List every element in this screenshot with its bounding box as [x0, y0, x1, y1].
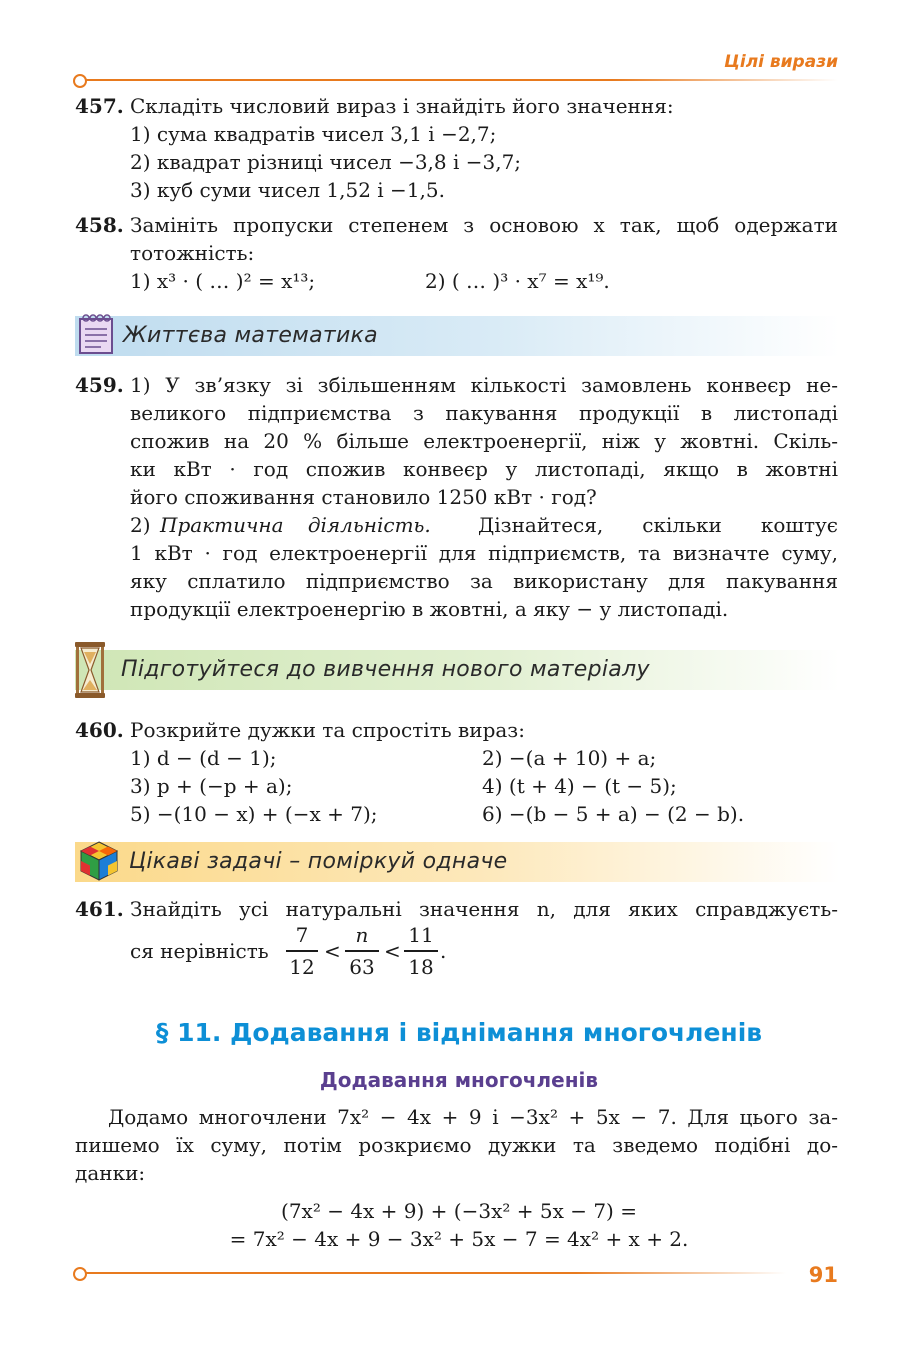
- fraction-denominator: 63: [349, 954, 375, 979]
- problem-459-line: ки кВт · год спожив конвеєр у листопаді, якщо в жовтні: [130, 457, 838, 481]
- section-subtitle: Додавання многочленів: [319, 1068, 599, 1092]
- problem-461-prefix: ся нерівність: [130, 939, 269, 963]
- problem-460-item: 1) d − (d − 1);: [130, 746, 277, 770]
- less-than-sign: <: [324, 939, 341, 963]
- problem-459-line: яку сплатило підприємство за використану для пакування: [130, 569, 838, 593]
- problem-459-line: спожив на 20 % більше електроенергії, ніж у жовтні. Скіль-: [130, 429, 838, 453]
- problem-458-line: тотожність:: [130, 241, 255, 265]
- footer-rule: [86, 1272, 786, 1274]
- problem-460-item: 6) −(b − 5 + a) − (2 − b).: [482, 802, 745, 826]
- section-band-puzzles: [75, 842, 840, 882]
- problem-457-number: 457.: [75, 94, 124, 118]
- band-title: Підготуйтеся до вивчення нового матеріалу: [121, 657, 650, 682]
- cube-icon: [77, 839, 121, 883]
- equation-line-1: (7x² − 4x + 9) + (−3x² + 5x − 7) =: [281, 1199, 637, 1223]
- problem-459-line: 1 кВт · год електроенергії для підприємств, та визначте суму,: [130, 541, 838, 565]
- rule-circle-bottom: [73, 1267, 87, 1281]
- body-line: пишемо їх суму, потім розкриємо дужки та зведемо подібні до-: [75, 1133, 838, 1157]
- hourglass-icon: [73, 640, 107, 700]
- problem-460-item: 2) −(a + 10) + a;: [482, 746, 657, 770]
- fraction: [404, 922, 438, 980]
- body-line: данки:: [75, 1161, 146, 1185]
- problem-458-line: Замініть пропуски степенем з основою x так, щоб одержати: [130, 213, 838, 237]
- section-title: § 11. Додавання і віднімання многочленів: [155, 1018, 763, 1047]
- fraction-bar: [404, 950, 438, 952]
- band-title: Цікаві задачі – поміркуй одначе: [129, 849, 508, 874]
- problem-459-line: продукції електроенергію в жовтні, а яку − у листопаді.: [130, 597, 729, 621]
- problem-460-item: 4) (t + 4) − (t − 5);: [482, 774, 677, 798]
- fraction-numerator: 11: [408, 923, 434, 947]
- notepad-icon: [77, 312, 115, 356]
- problem-460-number: 460.: [75, 718, 124, 742]
- header-rule: [86, 79, 838, 81]
- section-band-prepare: [75, 650, 840, 690]
- problem-459-part2-rest: Дізнайтеся, скільки коштує: [478, 513, 838, 537]
- problem-461-line: Знайдіть усі натуральні значення n, для яких справджуєть-: [130, 897, 838, 921]
- problem-457-item: 1) сума квадратів чисел 3,1 і −2,7;: [130, 122, 497, 146]
- fraction-numerator: 7: [295, 923, 309, 947]
- section-band-life-math: [75, 316, 840, 356]
- fraction-bar: [286, 950, 318, 952]
- fraction-denominator: 12: [289, 954, 315, 979]
- problem-458-item: 1) x³ · ( … )² = x¹³;: [130, 269, 316, 293]
- fraction: [286, 922, 318, 980]
- problem-460-item: 5) −(10 − x) + (−x + 7);: [130, 802, 378, 826]
- problem-458-number: 458.: [75, 213, 124, 237]
- less-than-sign: <: [384, 939, 401, 963]
- problem-457-item: 3) куб суми чисел 1,52 і −1,5.: [130, 178, 445, 202]
- equation-line-2: = 7x² − 4x + 9 − 3x² + 5x − 7 = 4x² + x + 2.: [229, 1227, 689, 1251]
- rule-circle-top: [73, 74, 87, 88]
- body-line: Додамо многочлени 7x² − 4x + 9 і −3x² + 5x − 7. Для цього за-: [108, 1105, 838, 1129]
- problem-460-text: Розкрийте дужки та спростіть вираз:: [130, 718, 525, 742]
- problem-458-item: 2) ( … )³ · x⁷ = x¹⁹.: [425, 269, 610, 293]
- problem-459-line: великого підприємства з пакування продукції в листопаді: [130, 401, 838, 425]
- problem-459-part2-italic: Практична діяльність.: [160, 513, 431, 537]
- fraction-denominator: 18: [408, 954, 434, 979]
- problem-457-item: 2) квадрат різниці чисел −3,8 і −3,7;: [130, 150, 522, 174]
- band-title: Життєва математика: [123, 323, 378, 348]
- fraction-bar: [345, 950, 379, 952]
- problem-460-item: 3) p + (−p + a);: [130, 774, 293, 798]
- running-header: Цілі вирази: [724, 52, 838, 72]
- problem-459-line: 1) У зв’язку зі збільшенням кількості замовлень конвеєр не-: [130, 373, 838, 397]
- fraction-numerator: n: [355, 923, 369, 947]
- fraction: [345, 922, 379, 980]
- problem-459-part2-label: 2): [130, 513, 151, 537]
- problem-457-text: Складіть числовий вираз і знайдіть його значення:: [130, 94, 674, 118]
- page-number: 91: [808, 1263, 838, 1287]
- problem-461-number: 461.: [75, 897, 124, 921]
- problem-459-line: його споживання становило 1250 кВт · год?: [130, 485, 597, 509]
- problem-459-number: 459.: [75, 373, 124, 397]
- sentence-end: .: [440, 939, 447, 963]
